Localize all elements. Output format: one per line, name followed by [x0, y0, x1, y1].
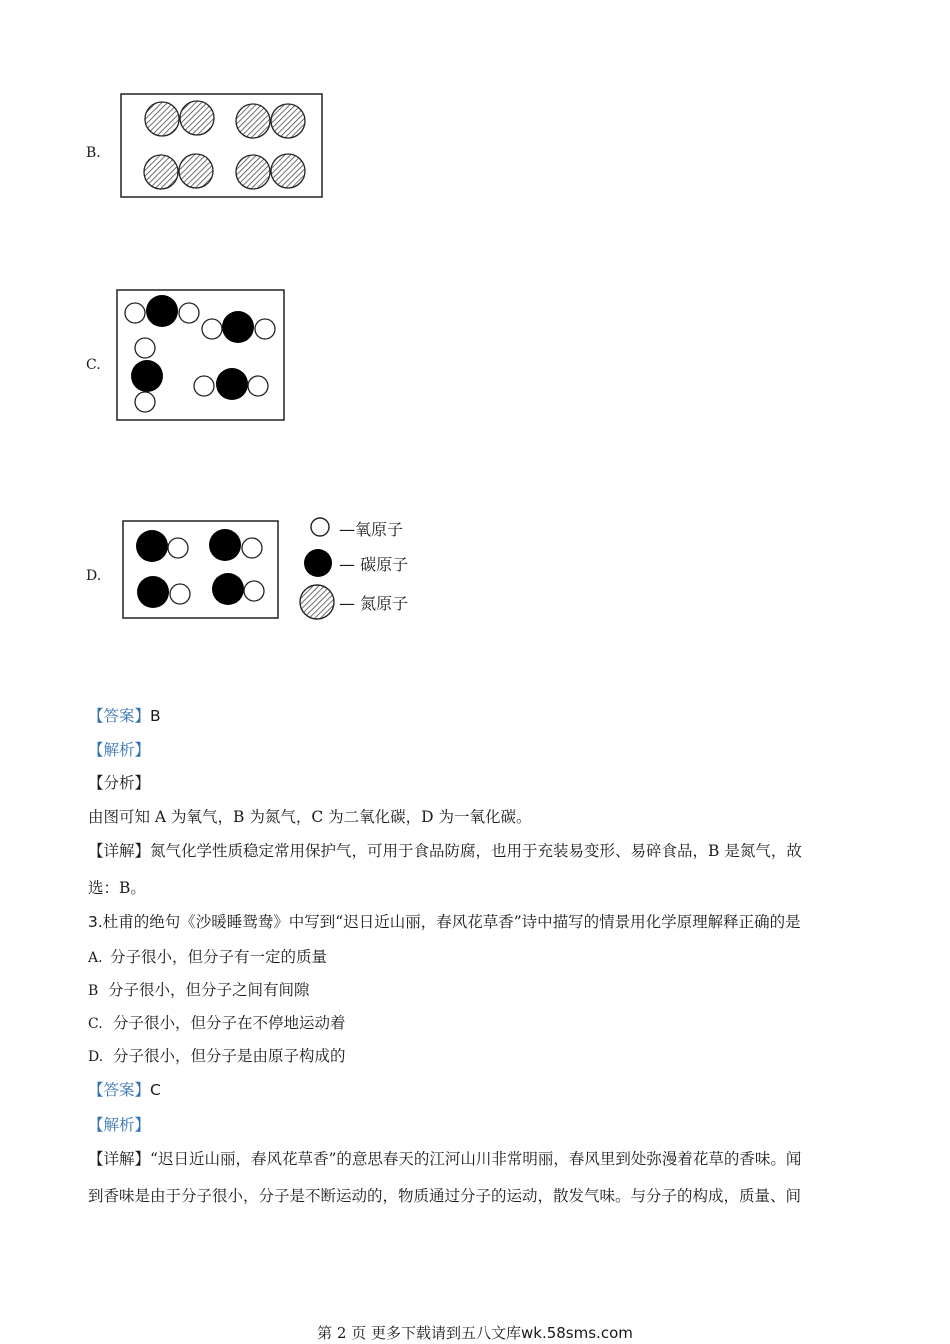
carbon-atom — [137, 576, 169, 608]
nitrogen-atom — [145, 102, 179, 136]
answer-tag: 【答案】 — [88, 1081, 151, 1099]
q3-stem — [88, 910, 801, 932]
q3-analysis-tag: 【解析】 — [88, 1116, 151, 1134]
q3-option-b — [88, 978, 310, 1000]
option-text: 分子很小，但分子在不停地运动着 — [113, 1014, 346, 1032]
option-letter: A. — [88, 950, 103, 966]
oxygen-atom — [255, 319, 275, 339]
hatched-circle-icon — [300, 585, 334, 619]
legend-oxygen: —氧原子 — [339, 520, 404, 539]
detail-tag: 【详解】 — [88, 842, 151, 860]
answer-tag: 【答案】 — [88, 707, 151, 725]
nitrogen-atom — [271, 104, 305, 138]
question-text: 杜甫的绝句《沙暖睡鸳鸯》中写到“迟日近山丽，春风花草香”诗中描写的情景用化学原理解释正确的是 — [102, 913, 801, 931]
carbon-atom — [216, 368, 248, 400]
option-c-label: C. — [86, 357, 101, 373]
option-letter: B — [88, 983, 99, 999]
oxygen-atom — [194, 376, 214, 396]
analysis-tag: 【解析】 — [88, 741, 151, 759]
q3-option-a — [88, 945, 327, 967]
nitrogen-atom — [180, 101, 214, 135]
fenxi-tag: 【分析】 — [88, 774, 151, 792]
footer-site-link[interactable]: wk.58sms.com — [521, 1324, 633, 1342]
question-number: 3. — [88, 913, 103, 931]
nitrogen-atom — [179, 154, 213, 188]
option-d-label: D. — [86, 568, 102, 584]
carbon-atom — [146, 295, 178, 327]
option-letter: C. — [88, 1016, 103, 1032]
carbon-atom — [136, 530, 168, 562]
q3-detail-line2: 到香味是由于分子很小，分子是不断运动的，物质通过分子的运动，散发气味。与分子的构成，质量、间 — [88, 1187, 802, 1205]
option-text: 分子很小，但分子是由原子构成的 — [113, 1047, 346, 1065]
nitrogen-atom — [236, 155, 270, 189]
detail-text: “迟日近山丽，春风花草香”的意思春天的江河山川非常明丽，春风里到处弥漫着花草的香味。闻 — [150, 1150, 802, 1168]
oxygen-atom — [168, 538, 188, 558]
carbon-atom — [222, 311, 254, 343]
q3-detail-line1 — [88, 1147, 801, 1169]
oxygen-atom — [248, 376, 268, 396]
carbon-atom — [212, 573, 244, 605]
black-circle-icon — [304, 549, 332, 577]
option-text: 分子很小，但分子之间有间隙 — [108, 981, 310, 999]
oxygen-atom — [242, 538, 262, 558]
detail-text: 氮气化学性质稳定常用保护气，可用于食品防腐，也用于充装易变形、易碎食品，B 是氮气，故 — [150, 842, 802, 860]
nitrogen-atom — [144, 155, 178, 189]
oxygen-atom — [125, 303, 145, 323]
q2-detail-line2: 选：B。 — [88, 879, 146, 897]
q3-option-d — [88, 1044, 346, 1066]
q2-detail-line1 — [88, 839, 802, 861]
answer-value: B — [150, 707, 161, 725]
oxygen-atom — [179, 303, 199, 323]
fenxi-text: 由图可知 A 为氧气，B 为氮气，C 为二氧化碳，D 为一氧化碳。 — [88, 808, 532, 826]
oxygen-atom — [244, 581, 264, 601]
page-footer — [0, 1322, 950, 1343]
footer-text: 第 2 页 更多下载请到五八文库 — [317, 1324, 521, 1342]
carbon-atom — [209, 529, 241, 561]
nitrogen-atom — [236, 104, 270, 138]
oxygen-atom — [135, 338, 155, 358]
q3-answer-line — [88, 1078, 161, 1100]
legend-carbon: — 碳原子 — [339, 555, 409, 574]
nitrogen-atom — [271, 154, 305, 188]
option-letter: D. — [88, 1049, 104, 1065]
option-b-label: B. — [86, 145, 101, 161]
option-c-diagram — [116, 289, 286, 422]
white-circle-icon — [311, 518, 329, 536]
legend-nitrogen: — 氮原子 — [339, 594, 409, 613]
option-b-diagram — [120, 93, 324, 199]
q3-option-c — [88, 1011, 346, 1033]
answer-value: C — [150, 1081, 161, 1099]
q2-answer-line — [88, 704, 161, 726]
option-text: 分子很小，但分子有一定的质量 — [110, 948, 328, 966]
oxygen-atom — [135, 392, 155, 412]
option-d-diagram — [122, 520, 280, 620]
carbon-atom — [131, 360, 163, 392]
oxygen-atom — [170, 584, 190, 604]
legend-icons — [296, 512, 338, 628]
detail-tag: 【详解】 — [88, 1150, 151, 1168]
oxygen-atom — [202, 319, 222, 339]
